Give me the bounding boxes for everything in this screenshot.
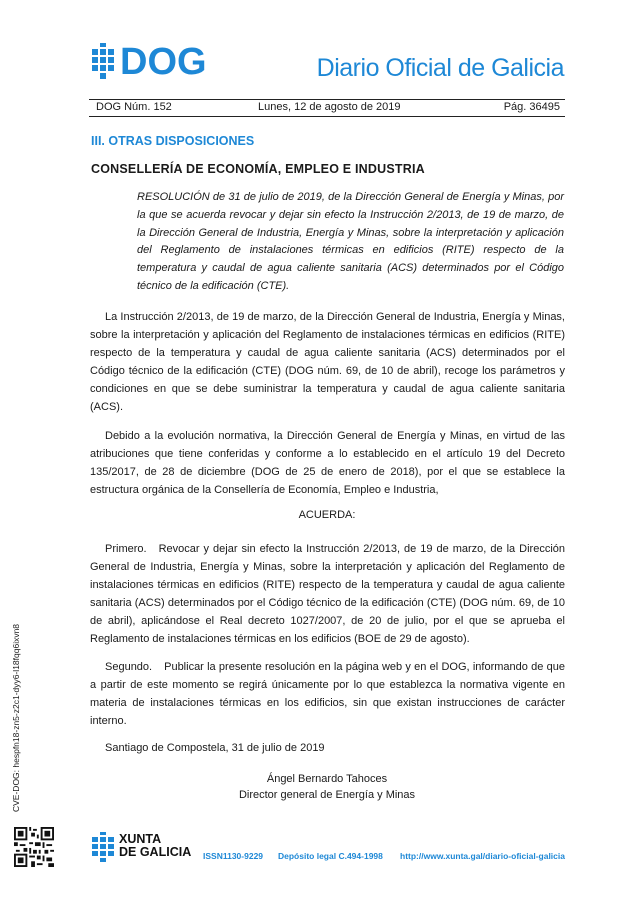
- paragraph-2-text: Debido a la evolución normativa, la Dirección General de Energía y Minas, en virtud de las atribuciones que tiene conferidas y conforme a lo establecido en el artículo 19 del Decreto 135/2017, de 28 de diciembre (DOG de 25 de enero de 2018), por el que se establece la estructura orgánica de la Consellería de Economía, Empleo e Industria,: [90, 430, 565, 496]
- segundo-label: Segundo.: [105, 661, 153, 673]
- segundo-text: Publicar la presente resolución en la página web y en el DOG, informando de que a partir de este momento se regirá únicamente por lo que establezca la normativa vigente en materia de instalaciones térmicas en los edificios, sin que existan instrucciones de carácter interno.: [90, 661, 565, 727]
- place-date: Santiago de Compostela, 31 de julio de 2019: [105, 742, 325, 754]
- paragraph-1: [90, 308, 565, 416]
- xunta-line-1: XUNTA: [119, 832, 162, 846]
- signer-name: Ángel Bernardo Tahoces: [266, 773, 388, 785]
- signer-title: Director general de Energía y Minas: [238, 789, 416, 801]
- dog-logo: [89, 42, 207, 82]
- xunta-logo-text: [119, 833, 191, 859]
- qr-code-icon: [14, 827, 54, 867]
- website-link[interactable]: http://www.xunta.gal/diario-oficial-galicia: [400, 851, 565, 861]
- paragraph-primero: [90, 540, 565, 648]
- galicia-emblem-icon: [89, 43, 117, 81]
- department-title: CONSELLERÍA DE ECONOMÍA, EMPLEO E INDUSTRIA: [91, 162, 425, 176]
- journal-name: Diario Oficial de Galicia: [316, 54, 564, 82]
- logo-text: DOG: [120, 41, 207, 83]
- legal-deposit: Depósito legal C.494-1998: [278, 851, 383, 861]
- xunta-line-2: DE GALICIA: [119, 845, 192, 859]
- xunta-emblem-icon: [91, 832, 115, 862]
- paragraph-1-text: La Instrucción 2/2013, de 19 de marzo, de la Dirección General de Industria, Energía y Minas, sobre la interpretación y aplicación del Reglamento de instalaciones térmicas en edificios (RITE) respecto de la temperatura y caudal de agua caliente sanitaria (ACS) determinados por el Código técnico de la edificación (CTE) (DOG núm. 69, de 10 de abril), recoge los parámetros y condiciones en que se debe suministrar la temperatura y caudal de agua caliente sanitaria (ACS).: [90, 311, 565, 413]
- cve-code: CVE-DOG: hespfn18-zn5-z2c1-dyy6-l18fqq6ixvn8: [11, 623, 21, 812]
- header-rule-bottom: [89, 116, 565, 117]
- resolution-summary: RESOLUCIÓN de 31 de julio de 2019, de la Dirección General de Energía y Minas, por la que se acuerda revocar y dejar sin efecto la Instrucción 2/2013, de 19 de marzo, de la Dirección General de Industria, Energía y Minas, sobre la interpretación y aplicación del Reglamento de instalaciones térmicas en edificios (RITE) respecto de la temperatura y caudal de agua caliente sanitaria (ACS) determinados por el Código técnico de la edificación (CTE).: [137, 191, 564, 292]
- issue-number: DOG Núm. 152: [96, 101, 172, 113]
- paragraph-2: [90, 427, 565, 499]
- issn: ISSN1130-9229: [203, 851, 264, 861]
- acuerda-heading: ACUERDA:: [298, 509, 356, 521]
- paragraph-segundo: [90, 658, 565, 730]
- header-rule-top: [89, 99, 565, 100]
- issue-date: Lunes, 12 de agosto de 2019: [258, 101, 401, 113]
- section-title: III. OTRAS DISPOSICIONES: [91, 134, 255, 148]
- primero-label: Primero.: [105, 543, 147, 555]
- signature-block: [0, 771, 640, 803]
- page-number: Pág. 36495: [503, 101, 560, 113]
- primero-text: Revocar y dejar sin efecto la Instrucción 2/2013, de 19 de marzo, de la Dirección General de Industria, Energía y Minas, sobre la interpretación y aplicación del Reglamento de instalaciones térmicas en edificios (RITE) respecto de la temperatura y caudal de agua caliente sanitaria (ACS) determinados por el Código técnico de la edificación (CTE) (DOG núm. 69, de 10 de abril), aplicándose el Real decreto 1027/2007, de 20 de julio, por el que se aprueba el Reglamento de instalaciones térmicas en los edificios (BOE de 29 de agosto).: [90, 543, 565, 645]
